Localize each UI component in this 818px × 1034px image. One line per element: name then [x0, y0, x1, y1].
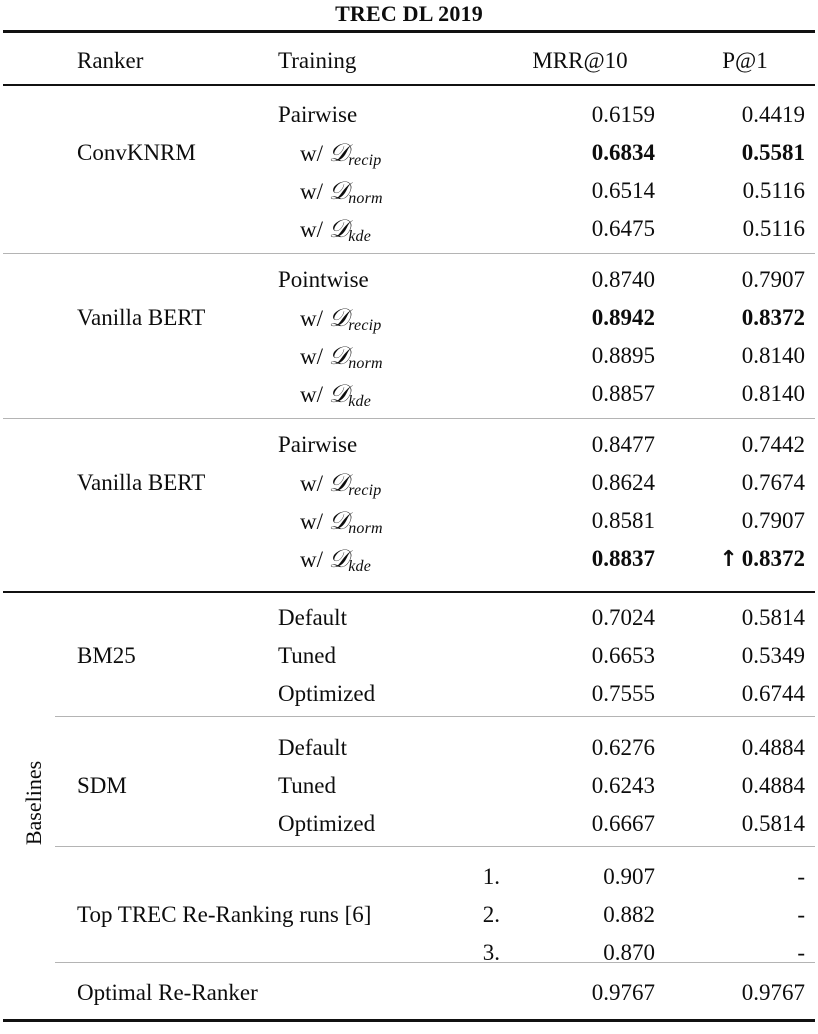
cell-p1: 0.4419 [741, 102, 805, 127]
cell-mrr: 0.8895 [591, 343, 655, 368]
cell-training: Pointwise [278, 267, 369, 292]
cell-ranker: Optimal Re-Ranker [77, 980, 258, 1005]
table-row [0, 896, 818, 934]
script-d-symbol: 𝒟 [328, 214, 349, 243]
cell-mrr: 0.7555 [591, 681, 655, 706]
cell-ranker: BM25 [77, 643, 136, 668]
script-d-symbol: 𝒟 [328, 379, 349, 408]
cell-mrr: 0.6834 [591, 140, 655, 165]
script-d-symbol: 𝒟 [328, 176, 349, 205]
table-row [0, 637, 818, 675]
cell-p1: - [797, 940, 805, 965]
cell-mrr: 0.6514 [591, 178, 655, 203]
cell-training: w/ 𝒟$_{kde}$ [300, 214, 372, 245]
table-row [0, 375, 818, 413]
subscript-label: kde [348, 393, 372, 410]
cell-mrr: 0.6475 [591, 216, 655, 241]
table-row [0, 974, 818, 1012]
cell-training: w/ 𝒟$_{recip}$ [300, 468, 382, 499]
header-ranker: Ranker [77, 48, 144, 73]
cell-rank-index: 1. [482, 864, 500, 889]
cell-mrr: 0.8581 [591, 508, 655, 533]
table-row [0, 426, 818, 464]
subscript-label: norm [348, 520, 383, 537]
cell-rank-index: 2. [482, 902, 500, 927]
cell-mrr: 0.6667 [591, 811, 655, 836]
table-bottom-rule [3, 1019, 815, 1022]
table-row [0, 337, 818, 375]
cell-mrr: 0.870 [603, 940, 655, 965]
subscript-label: recip [348, 482, 382, 499]
cell-p1: 0.9767 [741, 980, 805, 1005]
cell-rank-index: 3. [482, 940, 500, 965]
subscript-label: norm [348, 355, 383, 372]
cell-training: Optimized [278, 811, 376, 836]
cell-training: Optimized [278, 681, 376, 706]
cell-p1: 0.6744 [741, 681, 805, 706]
cell-p1: 0.5116 [742, 178, 805, 203]
header-mrr: MRR@10 [532, 48, 628, 73]
script-d-symbol: 𝒟 [328, 341, 349, 370]
table-row [0, 858, 818, 896]
cell-p1: 0.5814 [741, 605, 805, 630]
subscript-label: recip [348, 317, 382, 334]
table-row [0, 767, 818, 805]
cell-ranker: Vanilla BERT [77, 470, 206, 495]
cell-training: Pairwise [278, 102, 358, 127]
script-d-symbol: 𝒟 [328, 506, 349, 535]
script-d-symbol: 𝒟 [328, 303, 349, 332]
cell-mrr: 0.8740 [591, 267, 655, 292]
table-row [0, 502, 818, 540]
cell-p1: 0.7674 [741, 470, 805, 495]
cell-mrr: 0.8624 [591, 470, 655, 495]
cell-mrr: 0.8857 [591, 381, 655, 406]
header-training: Training [278, 48, 357, 73]
subscript-label: kde [348, 558, 372, 575]
cell-p1: 0.5814 [741, 811, 805, 836]
cell-p1: 0.8140 [741, 381, 805, 406]
table-row [0, 934, 818, 972]
subscript-label: norm [348, 190, 383, 207]
cell-training: w/ 𝒟$_{kde}$ [300, 379, 372, 410]
baselines-group-label: Baselines [21, 760, 46, 846]
table-row [0, 675, 818, 713]
cell-p1: 0.7907 [741, 508, 805, 533]
cell-mrr: 0.907 [603, 864, 655, 889]
cell-training: Default [278, 735, 347, 760]
cell-mrr: 0.8942 [591, 305, 655, 330]
cell-mrr: 0.6653 [591, 643, 655, 668]
cell-ranker: Top TREC Re-Ranking runs [6] [77, 902, 372, 927]
cell-p1: 0.5349 [741, 643, 805, 668]
subscript-label: kde [348, 228, 372, 245]
cell-mrr: 0.8837 [591, 546, 655, 571]
table-row [0, 210, 818, 248]
cell-training: w/ 𝒟$_{norm}$ [300, 176, 383, 207]
cell-mrr: 0.7024 [591, 605, 655, 630]
cell-training: w/ 𝒟$_{norm}$ [300, 341, 383, 372]
cell-training: Pairwise [278, 432, 358, 457]
cell-p1: 0.8372 [741, 305, 805, 330]
cell-mrr: 0.6243 [591, 773, 655, 798]
table-row [0, 261, 818, 299]
table-row [0, 540, 818, 578]
cell-training: Tuned [278, 643, 336, 668]
section-rule-3 [55, 716, 815, 717]
cell-training: w/ 𝒟$_{kde}$ [300, 544, 372, 575]
cell-p1: - [797, 864, 805, 889]
cell-ranker: ConvKNRM [77, 140, 196, 165]
cell-training: w/ 𝒟$_{recip}$ [300, 138, 382, 169]
header-p1: P@1 [722, 48, 768, 73]
cell-ranker: Vanilla BERT [77, 305, 206, 330]
cell-p1: ↑ 0.8372 [719, 546, 805, 572]
table-row [0, 464, 818, 502]
script-d-symbol: 𝒟 [328, 544, 349, 573]
cell-mrr: 0.6159 [591, 102, 655, 127]
cell-training: w/ 𝒟$_{recip}$ [300, 303, 382, 334]
header-bottom-rule [3, 84, 815, 86]
table-row [0, 96, 818, 134]
script-d-symbol: 𝒟 [328, 468, 349, 497]
cell-p1: 0.8140 [741, 343, 805, 368]
cell-mrr: 0.882 [603, 902, 655, 927]
cell-p1: 0.7442 [741, 432, 805, 457]
cell-p1: 0.4884 [741, 773, 805, 798]
cell-p1: 0.5581 [741, 140, 805, 165]
table-top-rule [3, 30, 815, 33]
cell-p1: - [797, 902, 805, 927]
cell-p1: 0.4884 [741, 735, 805, 760]
cell-p1: 0.7907 [741, 267, 805, 292]
table-row [0, 134, 818, 172]
table-row [0, 299, 818, 337]
cell-training: w/ 𝒟$_{norm}$ [300, 506, 383, 537]
table-row [0, 172, 818, 210]
cell-mrr: 0.9767 [591, 980, 655, 1005]
cell-ranker: SDM [77, 773, 127, 798]
up-arrow-icon: ↑ [719, 547, 738, 572]
section-rule-4 [55, 846, 815, 847]
cell-training: Default [278, 605, 347, 630]
cell-p1: 0.5116 [742, 216, 805, 241]
subscript-label: recip [348, 152, 382, 169]
table-row [0, 805, 818, 843]
table-row [0, 599, 818, 637]
baselines-top-rule [3, 591, 815, 593]
cell-training: Tuned [278, 773, 336, 798]
script-d-symbol: 𝒟 [328, 138, 349, 167]
table-row [0, 729, 818, 767]
cell-mrr: 0.6276 [591, 735, 655, 760]
table-caption: TREC DL 2019 [335, 1, 483, 26]
cell-mrr: 0.8477 [591, 432, 655, 457]
table-header-row [0, 42, 818, 80]
